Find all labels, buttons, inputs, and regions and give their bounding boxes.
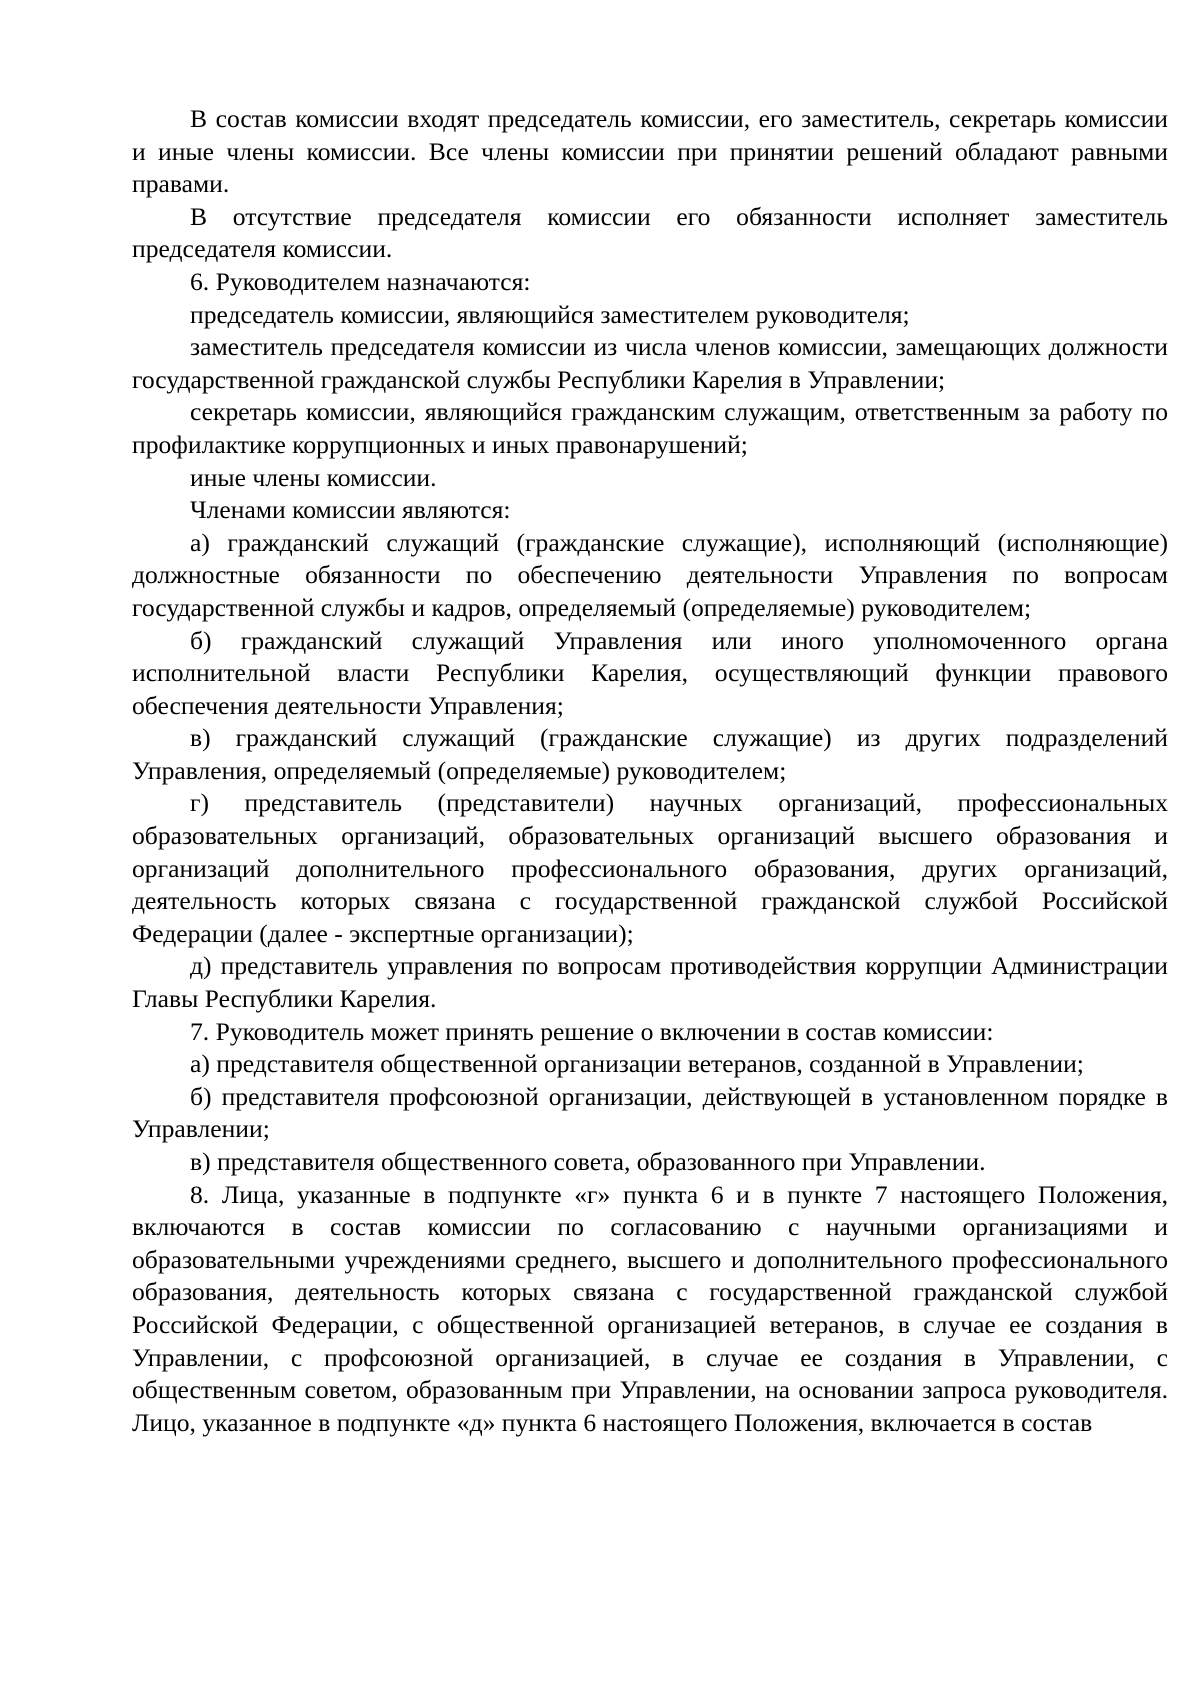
- paragraph-commission-composition: В состав комиссии входят председатель комиссии, его заместитель, секретарь комиссии и иные члены комиссии. Все члены комиссии при принятии решений обладают равными правами.: [132, 104, 1168, 199]
- paragraph-item-8: 8. Лица, указанные в подпункте «г» пункта 6 и в пункте 7 настоящего Положения, включаются в состав комиссии по согласованию с научными организациями и образовательными учреждениями среднего, высшего и дополнительного профессионального образования, деятельность которых связана с государственной гражданской службой Российской Федерации, с общественной организацией ветеранов, в случае ее создания в Управлении, с профсоюзной организацией, в случае ее создания в Управлении, с общественным советом, образованным при Управлении, на основании запроса руководителя. Лицо, указанное в подпункте «д» пункта 6 настоящего Положения, включается в состав: [132, 1179, 1168, 1437]
- paragraph-member-g: г) представитель (представители) научных организаций, профессиональных образовательных организаций, образовательных организаций высшего образования и организаций дополнительного профессионального образования, других организаций, деятельность которых связана с государственной гражданской службой Российской Федерации (далее - экспертные организации);: [132, 788, 1168, 948]
- paragraph-chairman: председатель комиссии, являющийся заместителем руководителя;: [190, 299, 910, 329]
- paragraph-members-heading: Членами комиссии являются:: [190, 495, 511, 525]
- paragraph-member-a: а) гражданский служащий (гражданские служащие), исполняющий (исполняющие) должностные обязанности по обеспечению деятельности Управления по вопросам государственной службы и кадров, определяемый (определяемые) руководителем;: [132, 527, 1168, 622]
- paragraph-member-v: в) гражданский служащий (гражданские служащие) из других подразделений Управления, определяемый (определяемые) руководителем;: [132, 723, 1168, 785]
- paragraph-chairman-absence: В отсутствие председателя комиссии его обязанности исполняет заместитель председателя комиссии.: [132, 201, 1168, 264]
- paragraph-member-b: б) гражданский служащий Управления или иного уполномоченного органа исполнительной власти Республики Карелия, осуществляющий функции правового обеспечения деятельности Управления;: [132, 625, 1168, 720]
- paragraph-item-7: 7. Руководитель может принять решение о включении в состав комиссии:: [190, 1016, 994, 1046]
- document-body: [132, 103, 1168, 1439]
- paragraph-item-7-v: в) представителя общественного совета, образованного при Управлении.: [190, 1147, 986, 1176]
- paragraph-item-7-b: б) представителя профсоюзной организации, действующей в установленном порядке в Управлении;: [132, 1081, 1168, 1144]
- paragraph-item-7-a: а) представителя общественной организации ветеранов, созданной в Управлении;: [190, 1049, 1084, 1079]
- paragraph-secretary: секретарь комиссии, являющийся гражданским служащим, ответственным за работу по профилактике коррупционных и иных правонарушений;: [132, 397, 1168, 459]
- paragraph-deputy-chairman: заместитель председателя комиссии из числа членов комиссии, замещающих должности государственной гражданской службы Республики Карелия в Управлении;: [132, 332, 1168, 394]
- paragraph-member-d: д) представитель управления по вопросам противодействия коррупции Администрации Главы Республики Карелия.: [132, 951, 1168, 1014]
- paragraph-other-members: иные члены комиссии.: [190, 462, 437, 492]
- paragraph-item-6: 6. Руководителем назначаются:: [190, 266, 531, 296]
